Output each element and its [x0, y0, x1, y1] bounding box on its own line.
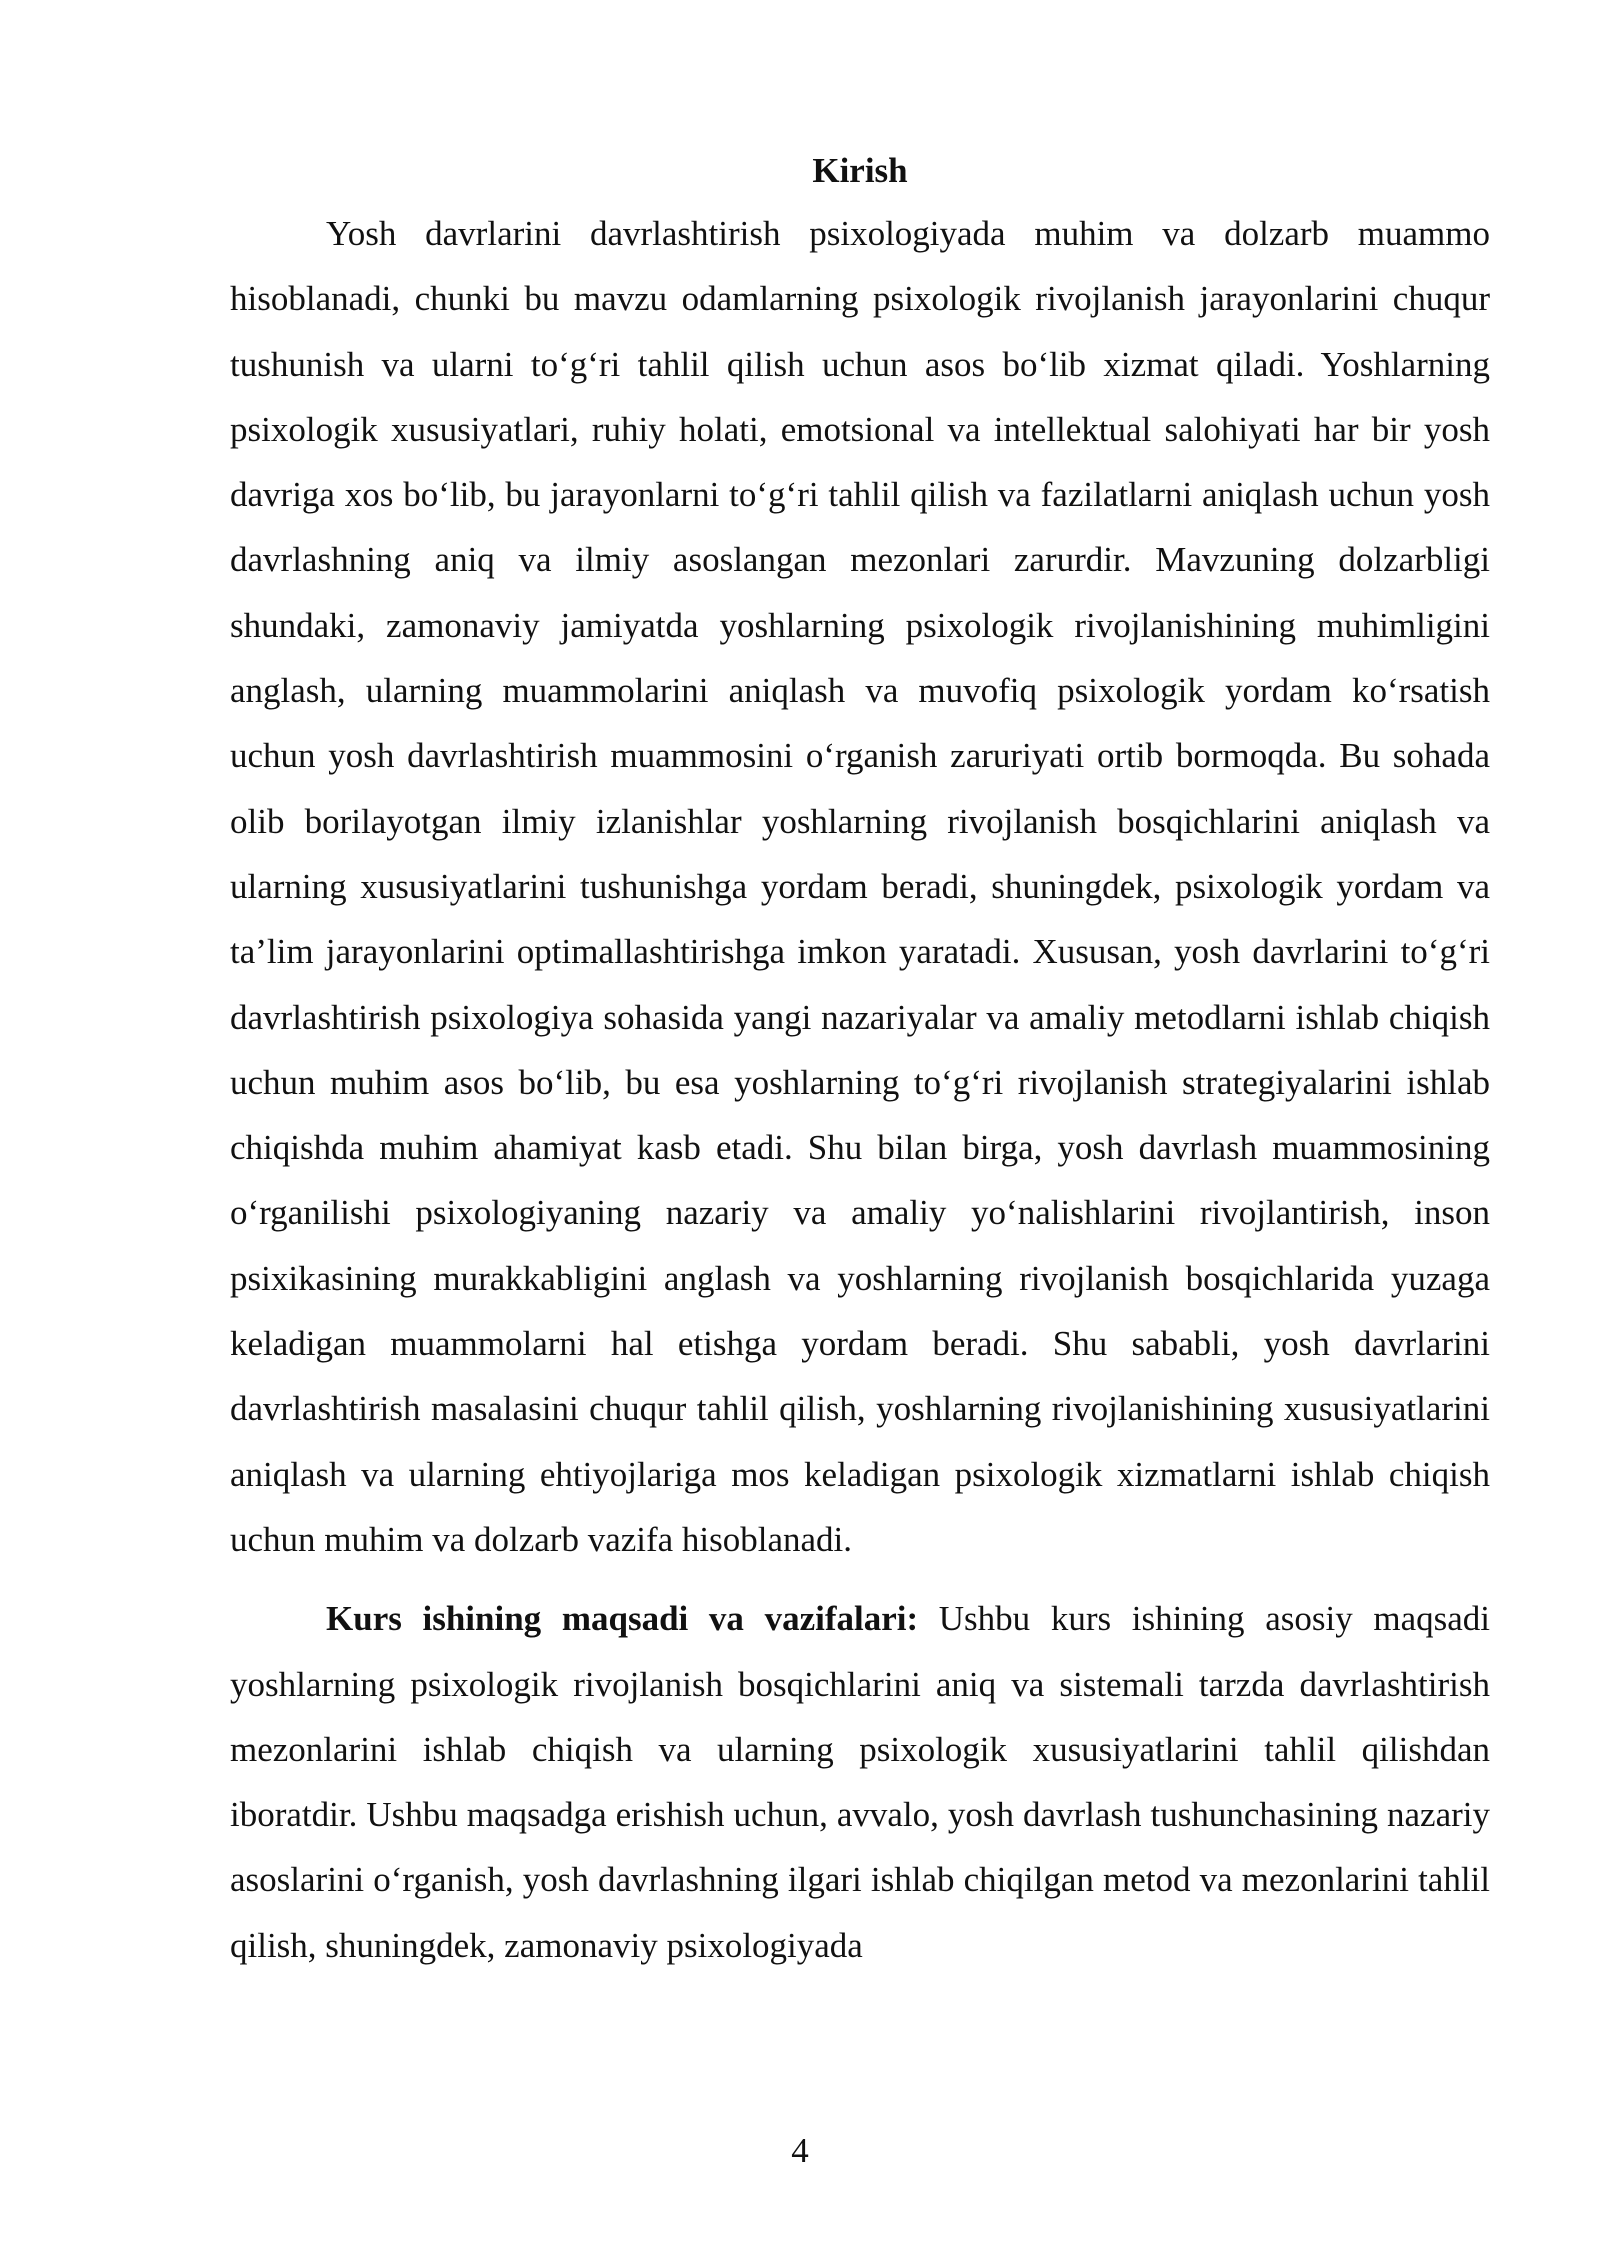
page-content	[230, 150, 1490, 1978]
page-number: 4	[791, 2131, 809, 2170]
goals-paragraph	[230, 1586, 1490, 1978]
intro-paragraph: Yosh davrlarini davrlashtirish psixologiyada muhim va dolzarb muammo hisoblanadi, chunki bu mavzu odamlarning psixologik rivojlanish jarayonlarini chuqur tushunish va ularni to‘g‘ri tahlil qilish uchun asos bo‘lib xizmat qiladi. Yoshlarning psixologik xususiyatlari, ruhiy holati, emotsional va intellektual salohiyati har bir yosh davriga xos bo‘lib, bu jarayonlarni to‘g‘ri tahlil qilish va fazilatlarni aniqlash uchun yosh davrlashning aniq va ilmiy asoslangan mezonlari zarurdir. Mavzuning dolzarbligi shundaki, zamonaviy jamiyatda yoshlarning psixologik rivojlanishining muhimligini anglash, ularning muammolarini aniqlash va muvofiq psixologik yordam ko‘rsatish uchun yosh davrlashtirish muammosini o‘rganish zaruriyati ortib bormoqda. Bu sohada olib borilayotgan ilmiy izlanishlar yoshlarning rivojlanish bosqichlarini aniqlash va ularning xususiyatlarini tushunishga yordam beradi, shuningdek, psixologik yordam va ta’lim jarayonlarini optimallashtirishga imkon yaratadi. Xususan, yosh davrlarini to‘g‘ri davrlashtirish psixologiya sohasida yangi nazariyalar va amaliy metodlarni ishlab chiqish uchun muhim asos bo‘lib, bu esa yoshlarning to‘g‘ri rivojlanish strategiyalarini ishlab chiqishda muhim ahamiyat kasb etadi. Shu bilan birga, yosh davrlash muammosining o‘rganilishi psixologiyaning nazariy va amaliy yo‘nalishlarini rivojlantirish, inson psixikasining murakkabligini anglash va yoshlarning rivojlanish bosqichlarida yuzaga keladigan muammolarni hal etishga yordam beradi. Shu sababli, yosh davrlarini davrlashtirish masalasini chuqur tahlil qilish, yoshlarning rivojlanishining xususiyatlarini aniqlash va ularning ehtiyojlariga mos keladigan psixologik xizmatlarni ishlab chiqish uchun muhim va dolzarb vazifa hisoblanadi.	[230, 214, 1490, 1559]
goals-lead: Kurs ishining maqsadi va vazifalari:	[326, 1599, 919, 1639]
goals-text: Ushbu kurs ishining asosiy maqsadi yoshlarning psixologik rivojlanish bosqichlarini aniq va sistemali tarzda davrlashtirish mezonlarini ishlab chiqish va ularning psixologik xususiyatlarini tahlil qilishdan iboratdir. Ushbu maqsadga erishish uchun, avvalo, yosh davrlash tushunchasining nazariy asoslarini o‘rganish, yosh davrlashning ilgari ishlab chiqilgan metod va mezonlarini tahlil qilish, shuningdek, zamonaviy psixologiyada	[230, 1599, 1490, 1965]
section-heading: Kirish	[812, 151, 908, 190]
